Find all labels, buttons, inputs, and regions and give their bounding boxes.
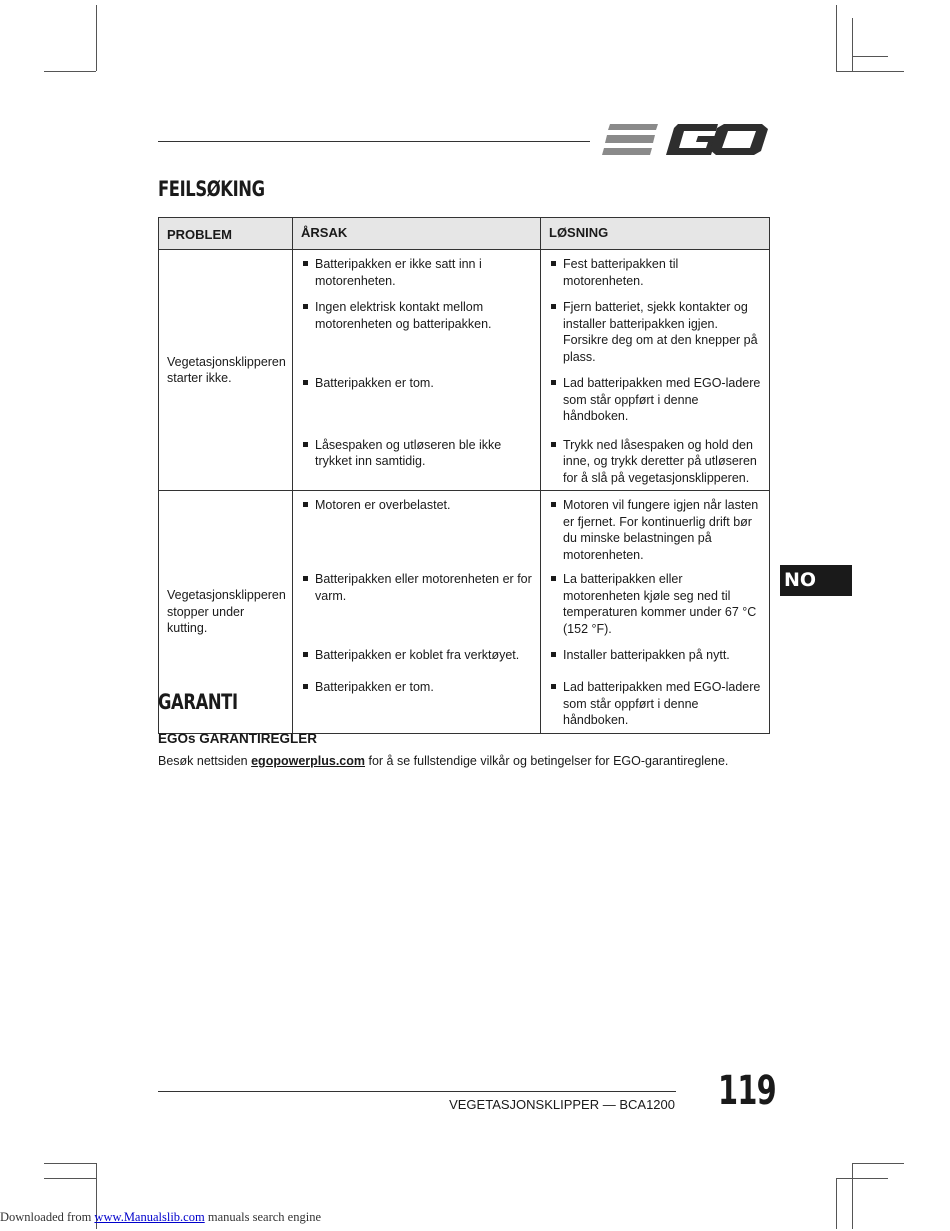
solution-cell: [541, 250, 770, 295]
cause-cell: [293, 294, 541, 369]
download-prefix: Downloaded from: [0, 1210, 95, 1224]
cause-item: Batteripakken er tom.: [301, 375, 532, 392]
cause-cell: [293, 641, 541, 671]
crop-mark: [836, 1178, 837, 1229]
footer-rule: [158, 1091, 676, 1092]
cause-cell: [293, 250, 541, 295]
solution-cell: [541, 369, 770, 429]
table-row: [159, 491, 770, 568]
solution-cell: [541, 671, 770, 733]
manualslib-link[interactable]: www.Manualslib.com: [94, 1210, 205, 1224]
cause-item: Låsespaken og utløseren ble ikke trykket inn samtidig.: [301, 437, 532, 470]
section-title-troubleshooting: FEILSØKING: [158, 177, 265, 201]
problem-cell: Vegetasjonsklipperen stopper under kutting.: [159, 491, 293, 734]
cause-item: Ingen elektrisk kontakt mellom motorenheten og batteripakken.: [301, 299, 532, 332]
cause-item: Batteripakken er koblet fra verktøyet.: [301, 647, 532, 664]
warranty-text: Besøk nettsiden: [158, 754, 252, 768]
crop-mark: [852, 1163, 853, 1229]
download-note: [0, 1210, 321, 1225]
cause-item: Batteripakken eller motorenheten er for varm.: [301, 571, 532, 604]
ego-logo: [600, 118, 770, 162]
solution-item: Installer batteripakken på nytt.: [549, 647, 761, 664]
crop-mark: [44, 1163, 96, 1164]
cause-item: Motoren er overbelastet.: [301, 497, 532, 514]
crop-mark: [96, 5, 97, 71]
cause-item: Batteripakken er ikke satt inn i motorenheten.: [301, 256, 532, 289]
solution-item: Fjern batteriet, sjekk kontakter og installer batteripakken igjen. Forsikre deg om at den knepper på plass.: [549, 299, 761, 365]
solution-cell: [541, 641, 770, 671]
header-rule: [158, 141, 590, 142]
footer-title: VEGETASJONSKLIPPER — BCA1200: [449, 1097, 675, 1112]
cause-cell: [293, 429, 541, 491]
column-header-cause: ÅRSAK: [293, 218, 541, 250]
download-suffix: manuals search engine: [204, 1210, 321, 1224]
solution-item: Lad batteripakken med EGO-ladere som står oppført i denne håndboken.: [549, 679, 761, 729]
crop-mark: [852, 1163, 904, 1164]
table-header-row: [159, 218, 770, 250]
crop-mark: [44, 1178, 96, 1179]
cause-cell: [293, 369, 541, 429]
solution-cell: [541, 429, 770, 491]
page-number: 119: [718, 1068, 776, 1114]
cause-cell: [293, 671, 541, 733]
warranty-text: for å se fullstendige vilkår og betingelser for EGO-garantireglene.: [365, 754, 729, 768]
cause-cell: [293, 567, 541, 641]
solution-item: La batteripakken eller motorenheten kjøle seg ned til temperaturen kommer under 67 °C (152 °F).: [549, 571, 761, 637]
crop-mark: [44, 71, 96, 72]
troubleshooting-table: [158, 217, 770, 734]
solution-cell: [541, 491, 770, 568]
crop-mark: [836, 1178, 888, 1179]
cause-cell: [293, 491, 541, 568]
warranty-subtitle: EGOs GARANTIREGLER: [158, 731, 318, 746]
crop-mark: [836, 5, 837, 71]
solution-item: Trykk ned låsespaken og hold den inne, og trykk deretter på utløseren for å slå på vegetasjonsklipperen.: [549, 437, 761, 487]
crop-mark: [852, 56, 888, 57]
solution-item: Lad batteripakken med EGO-ladere som står oppført i denne håndboken.: [549, 375, 761, 425]
solution-cell: [541, 294, 770, 369]
warranty-paragraph: [158, 754, 728, 768]
crop-mark: [836, 71, 904, 72]
column-header-problem: PROBLEM: [159, 218, 293, 250]
solution-cell: [541, 567, 770, 641]
table-row: [159, 250, 770, 295]
language-tab: NO: [780, 565, 852, 596]
problem-cell: Vegetasjonsklipperen starter ikke.: [159, 250, 293, 491]
crop-mark: [852, 18, 853, 71]
solution-item: Motoren vil fungere igjen når lasten er fjernet. For kontinuerlig drift bør du minske belastningen på motorenheten.: [549, 497, 761, 563]
warranty-link[interactable]: egopowerplus.com: [251, 754, 366, 768]
column-header-solution: LØSNING: [541, 218, 770, 250]
cause-item: Batteripakken er tom.: [301, 679, 532, 696]
section-title-warranty: GARANTI: [158, 690, 238, 714]
solution-item: Fest batteripakken til motorenheten.: [549, 256, 761, 289]
